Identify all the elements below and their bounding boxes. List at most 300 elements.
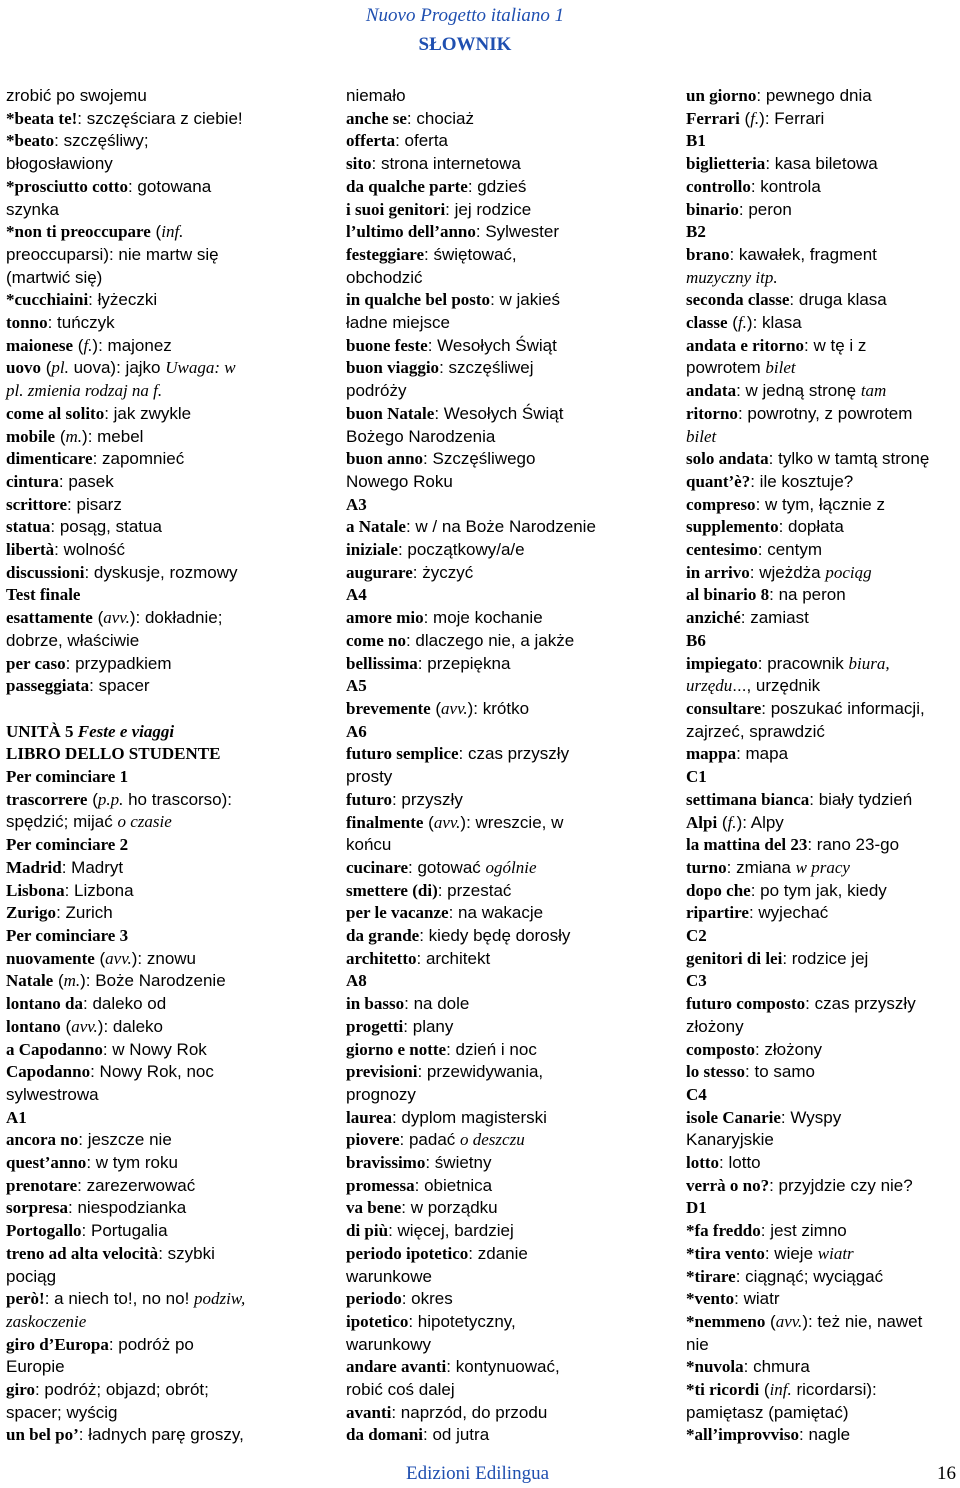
glossary-line [6,1175,268,1198]
entry-text: : początkowy/a/e [397,540,525,560]
glossary-line [346,902,622,925]
entry-term: trascorrere [6,789,88,809]
entry-text: ( [60,1016,72,1036]
entry-term: offerta [346,131,396,151]
entry-note: w pracy [795,857,850,877]
entry-term: futuro semplice [346,744,459,764]
glossary-line [6,1424,268,1447]
glossary-line [686,857,956,880]
entry-text: : druga klasa [789,290,887,310]
entry-text: : Madryt [61,857,124,877]
entry-note: urzędu [686,676,733,696]
entry-term: lo stesso [686,1062,746,1082]
glossary-column-3 [686,85,956,1447]
glossary-line [6,85,268,108]
glossary-line [6,811,268,834]
entry-text: ( [87,789,98,809]
entry-text: ( [717,812,728,832]
glossary-line [6,993,268,1016]
entry-term: *vento [686,1289,735,1309]
glossary-line [6,1402,268,1425]
glossary-line [686,834,956,857]
entry-term: lotto [686,1153,720,1173]
entry-text: : zmiana [726,857,796,877]
glossary-line [6,1107,268,1130]
glossary-line [346,993,622,1016]
entry-term: turno [686,857,727,877]
glossary-line [346,1334,622,1357]
glossary-line [346,426,622,449]
entry-text: ): Ferrari [759,108,825,128]
entry-term: *non ti preoccupare [6,222,151,242]
glossary-line [346,1061,622,1084]
glossary-line [6,630,268,653]
entry-term: per caso [6,653,66,673]
entry-text: : dopłata [778,517,844,537]
glossary-line [6,1311,268,1334]
entry-note: Uwaga: w [165,358,236,378]
entry-text: : szczęśliwej [439,358,534,378]
entry-text: : w tę i z [804,335,867,355]
section-title: SŁOWNIK [418,34,512,55]
entry-text: : od jutra [423,1425,490,1445]
entry-term: Capodanno [6,1062,91,1082]
entry-text: : powrotny, z powrotem [737,403,913,423]
entry-term: *beata te! [6,108,78,128]
entry-text: : pewnego dnia [756,86,872,105]
glossary-line [346,562,622,585]
entry-text: ): klasa [746,313,802,333]
glossary-line [686,1402,956,1425]
entry-term: solo andata [686,449,769,469]
entry-text: dobrze, właściwie [6,630,140,650]
entry-text: ( [727,313,738,333]
entry-term: libertà [6,540,55,560]
entry-term: però! [6,1289,45,1309]
entry-text: : na wakacje [448,903,544,923]
glossary-line [6,743,268,766]
glossary-line [6,426,268,449]
glossary-line [6,130,268,153]
glossary-line [686,403,956,426]
entry-text: : przyszły [391,789,463,809]
entry-text: : tuńczyk [47,313,115,333]
entry-text: ): też nie, nawet [802,1311,923,1331]
entry-text: : szczęściara z ciebie! [77,108,243,128]
entry-text: : hipotetyczny, [408,1311,516,1331]
entry-text: : w porządku [401,1198,498,1218]
entry-text: ho trascorso): [123,789,233,809]
entry-text: zajrzeć, sprawdzić [686,721,825,741]
entry-term: brevemente [346,698,431,718]
entry-term: anziché [686,608,741,628]
entry-text: ( [40,358,52,378]
glossary-line [346,267,622,290]
entry-text: : wolność [54,540,126,560]
glossary-line [6,1129,268,1152]
entry-term: laurea [346,1107,392,1127]
entry-term: biglietteria [686,154,766,174]
entry-text: : Lizbona [64,880,134,900]
entry-term: B2 [686,222,706,242]
entry-term: previsioni [346,1062,418,1082]
glossary-line [346,1424,622,1447]
glossary-line [686,1061,956,1084]
entry-text: : więcej, bardziej [388,1221,514,1241]
entry-text: : wyjechać [748,903,829,923]
glossary-line [6,1220,268,1243]
entry-term: discussioni [6,562,85,582]
glossary-line [346,1129,622,1152]
entry-text: : kawałek, fragment [729,244,877,264]
entry-term: festeggiare [346,244,425,264]
entry-term: A6 [346,721,367,741]
entry-term: va bene [346,1198,402,1218]
entry-term: sito [346,154,372,174]
entry-text: : jeszcze nie [78,1130,172,1150]
glossary-line [6,1379,268,1402]
glossary-line [686,516,956,539]
entry-text: ( [423,812,434,832]
entry-note: o deszczu [460,1130,525,1150]
entry-term: B1 [686,131,706,151]
unit-subtitle: Feste e viaggi [77,721,175,741]
glossary-line [6,1016,268,1039]
glossary-line [346,1220,622,1243]
glossary-line [346,153,622,176]
entry-term: dimenticare [6,449,93,469]
entry-term: C4 [686,1084,707,1104]
entry-text: ( [759,1380,770,1400]
entry-text: : ciągnąć; wyciągać [735,1266,884,1286]
entry-text: : Wesołych Świąt [434,403,564,423]
entry-term: *tira vento [686,1243,765,1263]
glossary-line [6,721,268,744]
entry-text: : na dole [404,994,470,1014]
entry-note: avv. [441,698,468,718]
entry-term: ritorno [686,403,738,423]
glossary-line [686,221,956,244]
glossary-line [6,607,268,630]
entry-text: : okres [401,1289,453,1309]
entry-term: l’ultimo dell’anno [346,222,476,242]
glossary-line [346,1016,622,1039]
glossary-line [346,403,622,426]
glossary-line [686,948,956,971]
blank-line [6,698,268,721]
entry-text: : plany [403,1016,454,1036]
entry-text: ): dokładnie; [129,608,223,628]
glossary-line [6,562,268,585]
glossary-line [686,789,956,812]
glossary-line [686,970,956,993]
entry-text: : rodzice jej [782,948,869,968]
entry-term: in basso [346,994,405,1014]
glossary-line [346,857,622,880]
glossary-line [6,1288,268,1311]
entry-term: da domani [346,1425,423,1445]
entry-text: : Sylwester [475,222,560,242]
entry-text: ..., urzędnik [732,676,821,696]
entry-term: *nemmeno [686,1311,766,1331]
glossary-line [6,312,268,335]
entry-text: : jest zimno [760,1221,847,1241]
glossary-line [6,153,268,176]
entry-text: ( [53,971,64,991]
glossary-line [346,834,622,857]
entry-term: andata e ritorno [686,335,805,355]
glossary-line [346,743,622,766]
glossary-line [346,448,622,471]
entry-term: Alpi [686,812,718,832]
entry-term: andare avanti [346,1357,447,1377]
glossary-line [686,1129,956,1152]
entry-text: : biały tydzień [809,789,913,809]
entry-text: : lotto [719,1153,761,1173]
entry-term: sorpresa [6,1198,69,1218]
entry-text: : peron [738,199,792,219]
glossary-line [346,130,622,153]
glossary-line [346,970,622,993]
entry-term: Per cominciare 3 [6,926,129,945]
entry-note: tam [860,381,887,401]
page-number: 16 [937,1463,956,1484]
entry-text: : przypadkiem [65,653,172,673]
entry-term: per le vacanze [346,903,449,923]
glossary-line [346,698,622,721]
entry-text: ( [73,335,84,355]
glossary-line [6,357,268,380]
entry-text: : obietnica [414,1175,493,1195]
entry-term: *fa freddo [686,1221,761,1241]
entry-term: un giorno [686,86,757,105]
glossary-line [6,335,268,358]
entry-text: : w / na Boże Narodzenie [405,517,596,537]
entry-text: Nowego Roku [346,471,453,491]
glossary-line [346,1243,622,1266]
glossary-line [346,335,622,358]
glossary-line [686,562,956,585]
entry-term: Per cominciare 1 [6,767,129,787]
entry-term: cucinare [346,857,409,877]
glossary-line [6,1243,268,1266]
entry-note: o czasie [117,812,172,832]
entry-note: avv. [433,812,461,832]
entry-text: ( [55,426,66,446]
entry-term: A1 [6,1107,27,1127]
entry-term: Lisbona [6,880,65,900]
entry-term: giro d’Europa [6,1334,109,1354]
glossary-line [346,607,622,630]
entry-text: powrotem [686,358,766,378]
entry-text: : ile kosztuje? [750,471,854,491]
glossary-line [346,494,622,517]
glossary-line [686,1424,956,1447]
glossary-line [6,199,268,222]
glossary-line [346,108,622,131]
glossary-line [686,176,956,199]
entry-text: ( [150,222,162,242]
entry-text: : dzień i noc [446,1039,537,1059]
entry-term: di più [346,1221,389,1241]
glossary-line [346,584,622,607]
glossary-line [346,766,622,789]
entry-term: iniziale [346,540,398,560]
glossary-line [686,1039,956,1062]
entry-text: : na peron [769,585,846,605]
glossary-line [686,1243,956,1266]
entry-term: isole Canarie [686,1107,781,1127]
entry-text: : wieje [764,1243,818,1263]
entry-note: avv. [105,948,132,968]
glossary-line [686,267,956,290]
entry-text: : przestać [437,880,512,900]
entry-term: tonno [6,313,48,333]
entry-term: Test finale [6,585,81,605]
entry-text: : wjeżdża [749,562,826,582]
entry-text: ): Boże Narodzenie [80,971,226,991]
entry-text: : Szczęśliwego [423,449,536,469]
entry-text: : gdzieś [467,176,527,196]
entry-note: p.p. [97,789,124,809]
entry-term: seconda classe [686,290,790,310]
page-header [345,5,585,58]
entry-term: giorno e notte [346,1039,447,1059]
glossary-line [6,494,268,517]
entry-text: : to samo [745,1062,815,1082]
glossary-line [346,244,622,267]
entry-note: m. [63,971,81,991]
glossary-line [346,539,622,562]
entry-text: : pasek [58,471,114,491]
entry-term: un bel po’ [6,1425,79,1445]
entry-term: treno ad alta velocità [6,1243,159,1263]
entry-text: spacer; wyścig [6,1402,118,1422]
glossary-line [686,1107,956,1130]
glossary-line [346,1107,622,1130]
glossary-line [6,970,268,993]
glossary-line [6,1266,268,1289]
entry-note: avv. [71,1016,98,1036]
glossary-line [346,357,622,380]
glossary-line [686,584,956,607]
glossary-line [6,108,268,131]
glossary-line [686,1197,956,1220]
entry-term: giro [6,1380,35,1400]
glossary-line [346,312,622,335]
entry-term: ripartire [686,903,749,923]
entry-text: ): majonez [92,335,172,355]
glossary-line [6,675,268,698]
glossary-line [6,1039,268,1062]
entry-text: ( [765,1311,776,1331]
entry-term: Portogallo [6,1221,82,1241]
entry-text: prognozy [346,1084,416,1104]
entry-text: : oferta [395,131,448,151]
glossary-line [6,584,268,607]
glossary-line [6,1152,268,1175]
glossary-line [686,1084,956,1107]
entry-text: : Wesołych Świąt [427,335,557,355]
entry-term: *tirare [686,1266,736,1286]
entry-text: : architekt [416,948,491,968]
entry-text: : w jedną stronę [736,381,861,401]
glossary-line [346,1266,622,1289]
glossary-line [686,312,956,335]
entry-text: : padać [399,1130,461,1150]
entry-text: : podróż; objazd; obrót; [34,1380,209,1400]
entry-text: : Wyspy [780,1107,842,1127]
entry-note: podziw, [194,1289,246,1309]
entry-term: come no [346,630,406,650]
glossary-line [686,448,956,471]
glossary-line [6,857,268,880]
entry-text: : dyskusje, rozmowy [84,562,238,582]
entry-text: : w Nowy Rok [102,1039,207,1059]
entry-text: ): krótko [467,698,530,718]
entry-term: progetti [346,1016,404,1036]
entry-text: : poszukać informacji, [761,698,925,718]
entry-text: : zdanie [468,1243,528,1263]
entry-text: podróży [346,381,407,401]
glossary-line [686,244,956,267]
entry-text: : podróż po [108,1334,194,1354]
entry-term: LIBRO DELLO STUDENTE [6,744,221,764]
glossary-line [686,630,956,653]
glossary-line [686,1152,956,1175]
entry-term: UNITÀ 5 [6,721,78,741]
entry-text: : ładnych parę groszy, [78,1425,244,1445]
glossary-line [686,1266,956,1289]
entry-text: preoccuparsi): nie martw się [6,244,219,264]
glossary-line [6,902,268,925]
entry-term: buone feste [346,335,428,355]
glossary-line [6,516,268,539]
entry-note: f. [737,313,747,333]
glossary-line [686,675,956,698]
glossary-line [686,743,956,766]
glossary-line [6,380,268,403]
entry-text: : centym [757,540,823,560]
entry-text: warunkowe [346,1266,432,1286]
entry-note: avv. [103,608,130,628]
entry-term: futuro [346,789,392,809]
entry-text: : naprzód, do przodu [391,1402,548,1422]
entry-term: a Natale [346,517,406,537]
entry-note: zaskoczenie [6,1311,87,1331]
glossary-line [686,607,956,630]
entry-term: B6 [686,630,706,650]
glossary-line [686,85,956,108]
entry-note: biura, [848,653,890,673]
glossary-line [686,925,956,948]
glossary-line [346,176,622,199]
glossary-line [346,630,622,653]
glossary-line [346,1197,622,1220]
entry-text: : świętować, [424,244,517,264]
entry-term: finalmente [346,812,424,832]
glossary-line [346,812,622,835]
glossary-line [6,1334,268,1357]
entry-text: : jej rodzice [445,199,532,219]
glossary-line [6,403,268,426]
entry-term: lontano [6,1016,61,1036]
entry-text: uova): jajko [68,358,166,378]
entry-term: futuro composto [686,994,806,1014]
entry-term: A5 [346,676,367,696]
entry-term: brano [686,244,730,264]
entry-term: binario [686,199,739,219]
